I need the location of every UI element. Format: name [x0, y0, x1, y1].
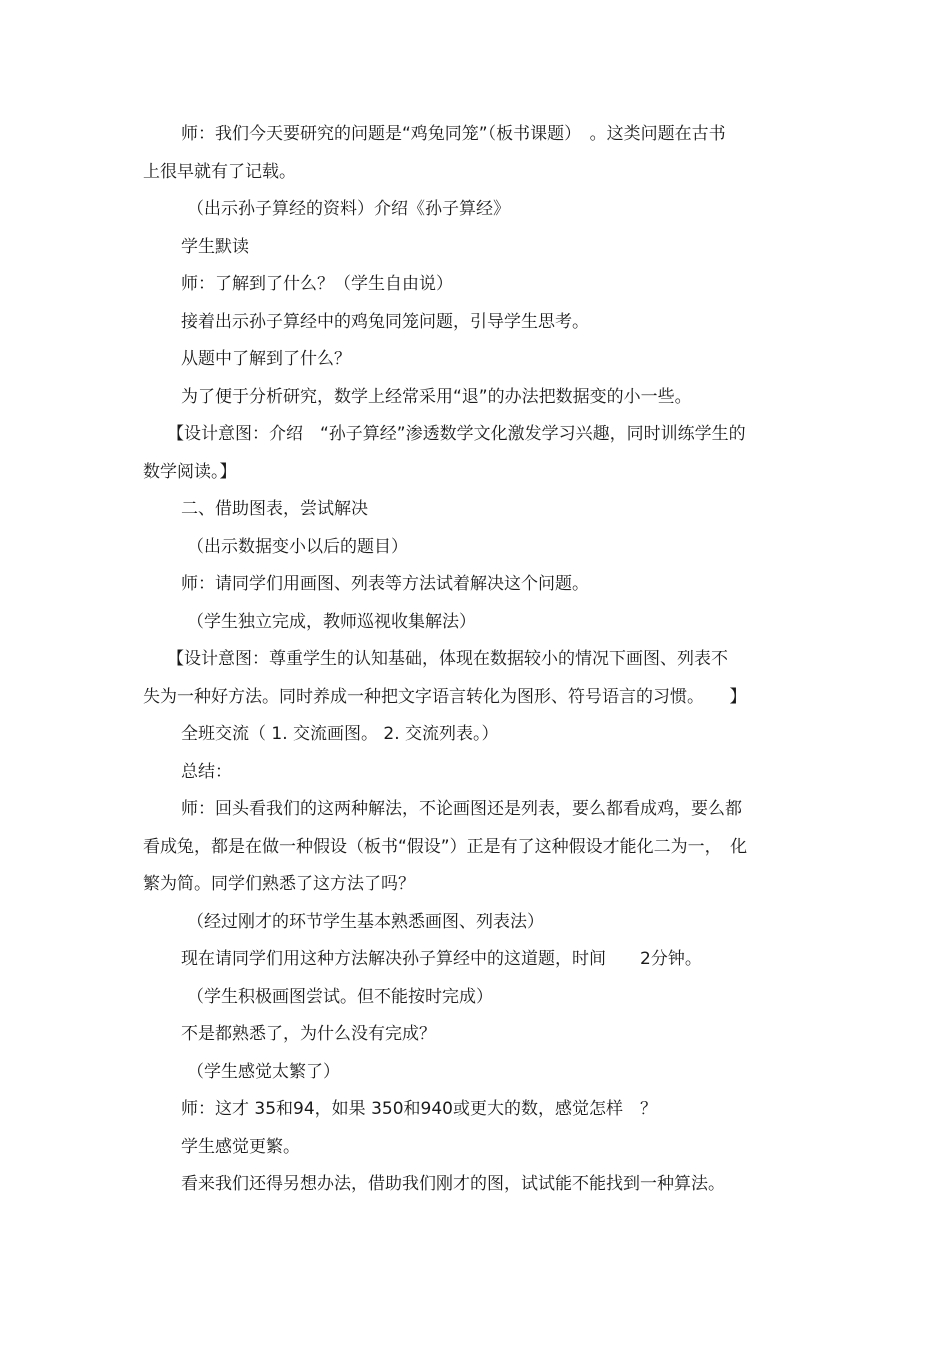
paragraph-question: 从题中了解到了什么？: [181, 349, 351, 369]
paragraph-show-smaller: （出示数据变小以后的题目）: [187, 536, 408, 557]
paragraph-time-limit: 现在请同学们用这种方法解决孙子算经中的这道题，时间 2分钟。: [181, 949, 702, 969]
paragraph-summary-label: 总结：: [181, 761, 232, 782]
design-intent-2-line2: 失为一种好方法。同时养成一种把文字语言转化为图形、符号语言的习惯。 】: [143, 686, 747, 707]
paragraph-draw-table: 师：请同学们用画图、列表等方法试着解决这个问题。: [181, 574, 589, 594]
section-heading-2: 二、借助图表，尝试解决: [181, 499, 368, 519]
design-intent-1-line1: 【设计意图：介绍 “孙子算经”渗透数学文化激发学习兴趣，同时训练学生的: [167, 424, 746, 444]
design-intent-1-line2: 数学阅读。】: [143, 461, 237, 482]
paragraph-retreat-method: 为了便于分析研究，数学上经常采用“退”的办法把数据变的小一些。: [181, 386, 692, 407]
paragraph-summary-line1: 师：回头看我们的这两种解法，不论画图还是列表，要么都看成鸡，要么都: [181, 799, 742, 819]
paragraph-class-exchange: 全班交流（ 1. 交流画图。 2. 交流列表。）: [181, 724, 499, 744]
lesson-text: [143, 116, 808, 1204]
paragraph-more-tedious: 学生感觉更繁。: [181, 1136, 300, 1157]
paragraph-another-way: 看来我们还得另想办法，借助我们刚才的图，试试能不能找到一种算法。: [181, 1174, 725, 1194]
paragraph-students-try: （学生积极画图尝试。但不能按时完成）: [187, 986, 493, 1007]
paragraph-show-problem: 接着出示孙子算经中的鸡兔同笼问题，引导学生思考。: [181, 311, 589, 332]
paragraph-bigger-numbers: 师：这才 35和94，如果 350和940或更大的数，感觉怎样 ？: [181, 1099, 657, 1119]
paragraph-summary-line3: 繁为简。同学们熟悉了这方法了吗？: [143, 874, 415, 894]
paragraph-why-not: 不是都熟悉了，为什么没有完成？: [181, 1024, 436, 1044]
paragraph-too-tedious: （学生感觉太繁了）: [187, 1061, 340, 1082]
design-intent-2-line1: 【设计意图：尊重学生的认知基础，体现在数据较小的情况下画图、列表不: [167, 649, 728, 669]
paragraph-summary-line2: 看成兔，都是在做一种假设（板书“假设”）正是有了这种假设才能化二为一， 化: [143, 836, 748, 857]
paragraph-intro-line1: 师：我们今天要研究的问题是“鸡兔同笼”（板书课题） 。这类问题在古书: [181, 124, 726, 144]
paragraph-intro-line2: 上很早就有了记载。: [143, 161, 296, 182]
paragraph-show-material: （出示孙子算经的资料）介绍《孙子算经》: [187, 199, 510, 219]
paragraph-after-practice: （经过刚才的环节学生基本熟悉画图、列表法）: [187, 911, 544, 932]
paragraph-independent: （学生独立完成，教师巡视收集解法）: [187, 611, 476, 632]
paragraph-silent-reading: 学生默读: [181, 236, 249, 257]
paragraph-what-learned: 师：了解到了什么？（学生自由说）: [181, 274, 453, 294]
